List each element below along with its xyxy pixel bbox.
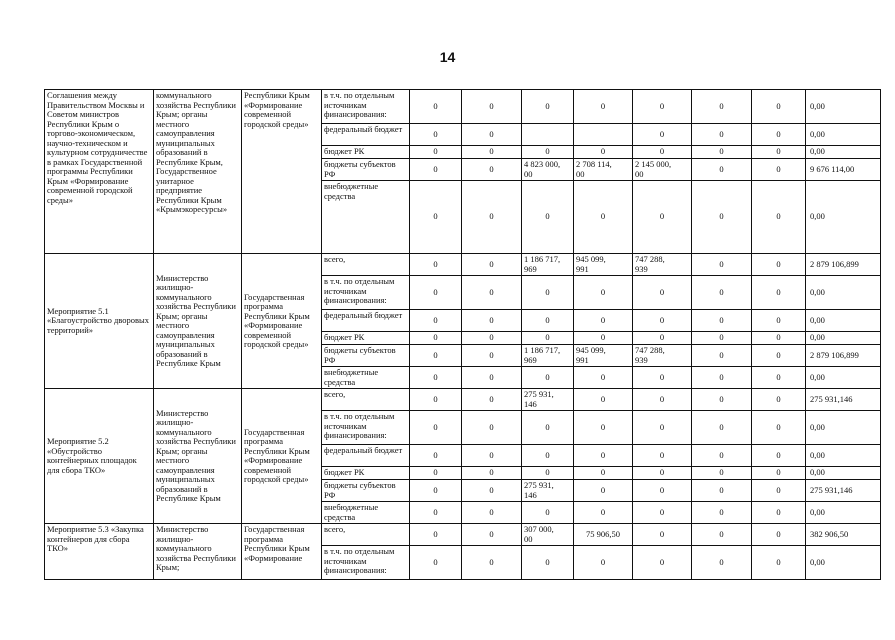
value-cell: 307 000, 00 bbox=[522, 524, 574, 546]
value-cell: 0 bbox=[633, 524, 692, 546]
value-cell: 0 bbox=[692, 367, 752, 389]
value-cell: 0 bbox=[410, 467, 462, 480]
value-cell: 0 bbox=[692, 146, 752, 159]
value-cell: 0 bbox=[752, 159, 806, 181]
value-cell: 0 bbox=[752, 310, 806, 332]
value-cell: 0 bbox=[752, 90, 806, 124]
value-cell: 0,00 bbox=[806, 445, 881, 467]
value-cell: 275 931, 146 bbox=[522, 389, 574, 411]
value-cell: 0 bbox=[752, 181, 806, 254]
value-cell: 0 bbox=[410, 445, 462, 467]
value-cell: 0 bbox=[633, 310, 692, 332]
value-cell: 0,00 bbox=[806, 146, 881, 159]
funding-source-label: всего, bbox=[322, 254, 410, 276]
value-cell: 0 bbox=[633, 389, 692, 411]
program-cell: Государственная программа Республики Крым «Формирование bbox=[242, 524, 322, 580]
funding-source-label: в т.ч. по отдельным источникам финансирования: bbox=[322, 276, 410, 310]
value-cell: 0 bbox=[462, 480, 522, 502]
value-cell: 747 288, 939 bbox=[633, 345, 692, 367]
value-cell: 2 145 000, 00 bbox=[633, 159, 692, 181]
value-cell: 0 bbox=[522, 276, 574, 310]
program-cell: Республики Крым «Формирование современной городской среды» bbox=[242, 90, 322, 254]
funding-source-label: всего, bbox=[322, 524, 410, 546]
value-cell: 0 bbox=[752, 389, 806, 411]
value-cell bbox=[574, 124, 633, 146]
value-cell: 0 bbox=[574, 276, 633, 310]
value-cell: 0 bbox=[522, 367, 574, 389]
funding-source-label: бюджет РК bbox=[322, 332, 410, 345]
funding-source-label: внебюджетные средства bbox=[322, 367, 410, 389]
value-cell: 2 879 106,899 bbox=[806, 254, 881, 276]
value-cell: 0 bbox=[752, 480, 806, 502]
value-cell: 0 bbox=[462, 310, 522, 332]
value-cell: 0 bbox=[574, 367, 633, 389]
funding-source-label: внебюджетные средства bbox=[322, 502, 410, 524]
value-cell: 0 bbox=[633, 276, 692, 310]
value-cell: 0 bbox=[522, 546, 574, 580]
value-cell: 0 bbox=[692, 310, 752, 332]
value-cell: 0 bbox=[692, 90, 752, 124]
value-cell: 0 bbox=[522, 181, 574, 254]
value-cell: 0 bbox=[462, 367, 522, 389]
value-cell: 0 bbox=[692, 445, 752, 467]
value-cell: 275 931,146 bbox=[806, 480, 881, 502]
value-cell: 0 bbox=[633, 90, 692, 124]
value-cell: 0 bbox=[410, 524, 462, 546]
value-cell: 0 bbox=[752, 146, 806, 159]
value-cell: 0 bbox=[574, 546, 633, 580]
measure-name-cell: Мероприятие 5.3 «Закупка контейнеров для сбора ТКО» bbox=[45, 524, 154, 580]
value-cell: 0 bbox=[574, 146, 633, 159]
executor-cell: коммунального хозяйства Республики Крым; органы местного самоуправления муниципальных образований в Республике Крым, Государственное унитарное предприятие Республики Крым «Крымэкоресурсы» bbox=[154, 90, 242, 254]
value-cell: 0 bbox=[462, 90, 522, 124]
value-cell: 0 bbox=[574, 411, 633, 445]
value-cell: 0 bbox=[410, 181, 462, 254]
value-cell: 0,00 bbox=[806, 332, 881, 345]
value-cell: 0 bbox=[633, 546, 692, 580]
value-cell: 0 bbox=[633, 411, 692, 445]
value-cell: 945 099, 991 bbox=[574, 254, 633, 276]
value-cell: 0 bbox=[522, 467, 574, 480]
table-row bbox=[45, 524, 881, 546]
value-cell: 0 bbox=[410, 276, 462, 310]
value-cell: 0 bbox=[752, 524, 806, 546]
value-cell: 0 bbox=[692, 524, 752, 546]
value-cell: 0,00 bbox=[806, 90, 881, 124]
value-cell: 0,00 bbox=[806, 367, 881, 389]
value-cell: 0,00 bbox=[806, 124, 881, 146]
value-cell: 0 bbox=[752, 276, 806, 310]
executor-cell: Министерство жилищно-коммунального хозяйства Республики Крым; bbox=[154, 524, 242, 580]
value-cell: 0 bbox=[522, 310, 574, 332]
value-cell: 0 bbox=[410, 90, 462, 124]
funding-source-label: в т.ч. по отдельным источникам финансирования: bbox=[322, 546, 410, 580]
value-cell: 0 bbox=[692, 332, 752, 345]
value-cell: 0 bbox=[574, 181, 633, 254]
funding-source-label: бюджеты субъектов РФ bbox=[322, 480, 410, 502]
value-cell: 0 bbox=[522, 332, 574, 345]
value-cell: 0 bbox=[462, 467, 522, 480]
value-cell: 275 931,146 bbox=[806, 389, 881, 411]
value-cell: 0 bbox=[462, 181, 522, 254]
value-cell: 0,00 bbox=[806, 411, 881, 445]
funding-table bbox=[44, 89, 881, 580]
executor-cell: Министерство жилищно-коммунального хозяйства Республики Крым; органы местного самоуправления муниципальных образований в Республике Крым bbox=[154, 389, 242, 524]
value-cell: 0 bbox=[692, 546, 752, 580]
value-cell: 0 bbox=[410, 546, 462, 580]
value-cell: 0 bbox=[410, 480, 462, 502]
program-cell: Государственная программа Республики Крым «Формирование современной городской среды» bbox=[242, 254, 322, 389]
value-cell: 0 bbox=[633, 367, 692, 389]
value-cell: 0 bbox=[752, 546, 806, 580]
value-cell: 0 bbox=[692, 467, 752, 480]
value-cell: 0 bbox=[410, 124, 462, 146]
value-cell: 0 bbox=[752, 411, 806, 445]
value-cell: 75 906,50 bbox=[574, 524, 633, 546]
funding-source-label: внебюджетные средства bbox=[322, 181, 410, 254]
value-cell: 0 bbox=[574, 310, 633, 332]
value-cell: 0 bbox=[522, 502, 574, 524]
value-cell: 0 bbox=[522, 445, 574, 467]
value-cell: 0 bbox=[752, 367, 806, 389]
value-cell: 0 bbox=[574, 467, 633, 480]
value-cell: 0,00 bbox=[806, 467, 881, 480]
funding-source-label: федеральный бюджет bbox=[322, 310, 410, 332]
value-cell: 0 bbox=[752, 254, 806, 276]
funding-source-label: бюджеты субъектов РФ bbox=[322, 345, 410, 367]
table-row bbox=[45, 90, 881, 124]
measure-name-cell: Мероприятие 5.1 «Благоустройство дворовых территорий» bbox=[45, 254, 154, 389]
value-cell: 1 186 717, 969 bbox=[522, 345, 574, 367]
value-cell: 0,00 bbox=[806, 276, 881, 310]
value-cell: 0 bbox=[410, 367, 462, 389]
value-cell: 0 bbox=[574, 445, 633, 467]
value-cell: 0 bbox=[462, 146, 522, 159]
value-cell: 0 bbox=[633, 181, 692, 254]
table-body bbox=[45, 90, 881, 580]
value-cell: 0 bbox=[752, 124, 806, 146]
funding-source-label: в т.ч. по отдельным источникам финансирования: bbox=[322, 411, 410, 445]
value-cell: 382 906,50 bbox=[806, 524, 881, 546]
value-cell: 1 186 717, 969 bbox=[522, 254, 574, 276]
value-cell: 0 bbox=[633, 467, 692, 480]
value-cell: 0 bbox=[692, 181, 752, 254]
value-cell: 0 bbox=[522, 146, 574, 159]
value-cell: 0 bbox=[692, 502, 752, 524]
value-cell: 0 bbox=[410, 389, 462, 411]
program-cell: Государственная программа Республики Крым «Формирование современной городской среды» bbox=[242, 389, 322, 524]
value-cell: 0 bbox=[574, 502, 633, 524]
funding-source-label: бюджет РК bbox=[322, 146, 410, 159]
value-cell: 0 bbox=[462, 254, 522, 276]
table-row bbox=[45, 254, 881, 276]
value-cell: 0 bbox=[574, 389, 633, 411]
value-cell: 275 931, 146 bbox=[522, 480, 574, 502]
value-cell: 0 bbox=[633, 502, 692, 524]
value-cell: 945 099, 991 bbox=[574, 345, 633, 367]
value-cell: 0 bbox=[752, 445, 806, 467]
value-cell: 0 bbox=[692, 159, 752, 181]
measure-name-cell: Мероприятие 5.2 «Обустройство контейнерных площадок для сбора ТКО» bbox=[45, 389, 154, 524]
value-cell: 0 bbox=[462, 124, 522, 146]
value-cell: 0 bbox=[522, 411, 574, 445]
value-cell: 9 676 114,00 bbox=[806, 159, 881, 181]
funding-source-label: федеральный бюджет bbox=[322, 445, 410, 467]
value-cell: 0 bbox=[752, 345, 806, 367]
value-cell: 0 bbox=[462, 546, 522, 580]
value-cell: 0 bbox=[752, 502, 806, 524]
value-cell: 0 bbox=[522, 90, 574, 124]
value-cell: 0 bbox=[410, 146, 462, 159]
funding-source-label: бюджет РК bbox=[322, 467, 410, 480]
value-cell: 0 bbox=[574, 332, 633, 345]
value-cell: 0 bbox=[692, 411, 752, 445]
value-cell: 0 bbox=[462, 445, 522, 467]
value-cell: 0 bbox=[462, 389, 522, 411]
value-cell: 0 bbox=[574, 480, 633, 502]
value-cell: 747 288, 939 bbox=[633, 254, 692, 276]
executor-cell: Министерство жилищно-коммунального хозяйства Республики Крым; органы местного самоуправления муниципальных образований в Республике Крым bbox=[154, 254, 242, 389]
value-cell: 0 bbox=[692, 389, 752, 411]
value-cell: 0,00 bbox=[806, 546, 881, 580]
value-cell: 0 bbox=[410, 332, 462, 345]
value-cell: 0 bbox=[410, 159, 462, 181]
funding-source-label: бюджеты субъектов РФ bbox=[322, 159, 410, 181]
value-cell: 0 bbox=[633, 445, 692, 467]
funding-source-label: в т.ч. по отдельным источникам финансирования: bbox=[322, 90, 410, 124]
value-cell: 0 bbox=[410, 254, 462, 276]
value-cell: 0 bbox=[462, 159, 522, 181]
value-cell: 0 bbox=[752, 332, 806, 345]
value-cell: 0 bbox=[692, 124, 752, 146]
value-cell: 0 bbox=[410, 502, 462, 524]
page-number: 14 bbox=[439, 49, 456, 65]
value-cell: 0 bbox=[633, 124, 692, 146]
value-cell bbox=[522, 124, 574, 146]
value-cell: 0,00 bbox=[806, 310, 881, 332]
measure-name-cell: Соглашения между Правительством Москвы и Советом министров Республики Крым о торгово-экономическом, научно-техническом и культурном сотрудничестве в рамках Государственной программы Республики Крым «Формирование современной городской среды» bbox=[45, 90, 154, 254]
value-cell: 0 bbox=[462, 345, 522, 367]
value-cell: 0 bbox=[633, 332, 692, 345]
value-cell: 0 bbox=[462, 332, 522, 345]
value-cell: 0 bbox=[692, 345, 752, 367]
value-cell: 4 823 000, 00 bbox=[522, 159, 574, 181]
value-cell: 0 bbox=[410, 345, 462, 367]
value-cell: 0 bbox=[462, 411, 522, 445]
value-cell: 0 bbox=[410, 310, 462, 332]
value-cell: 2 708 114, 00 bbox=[574, 159, 633, 181]
value-cell: 0 bbox=[574, 90, 633, 124]
value-cell: 0,00 bbox=[806, 181, 881, 254]
funding-source-label: всего, bbox=[322, 389, 410, 411]
value-cell: 0 bbox=[692, 254, 752, 276]
table-row bbox=[45, 389, 881, 411]
value-cell: 0,00 bbox=[806, 502, 881, 524]
value-cell: 0 bbox=[462, 502, 522, 524]
value-cell: 0 bbox=[633, 146, 692, 159]
value-cell: 0 bbox=[462, 276, 522, 310]
value-cell: 0 bbox=[633, 480, 692, 502]
funding-source-label: федеральный бюджет bbox=[322, 124, 410, 146]
value-cell: 0 bbox=[752, 467, 806, 480]
value-cell: 0 bbox=[410, 411, 462, 445]
value-cell: 2 879 106,899 bbox=[806, 345, 881, 367]
value-cell: 0 bbox=[462, 524, 522, 546]
value-cell: 0 bbox=[692, 480, 752, 502]
value-cell: 0 bbox=[692, 276, 752, 310]
